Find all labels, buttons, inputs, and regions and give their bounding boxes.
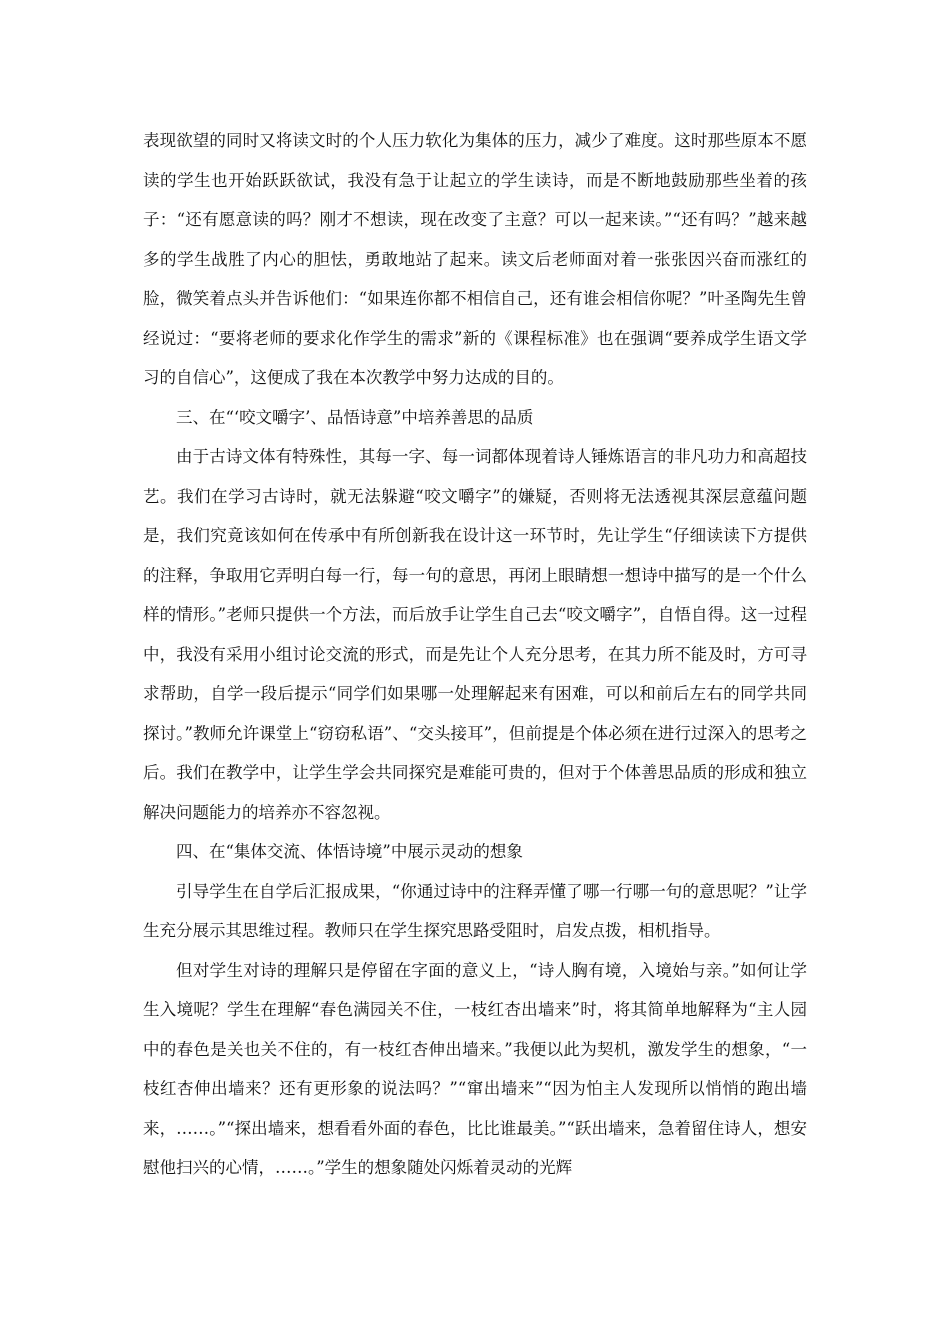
paragraph-section-four-intro: 引导学生在自学后汇报成果，“你通过诗中的注释弄懂了哪一行哪一句的意思呢？”让学生充分展示其思维过程。教师只在学生探究思路受阻时，启发点拨，相机指导。 [143,881,807,940]
document-body [143,121,807,1188]
paragraph-section-three: 由于古诗文体有特殊性，其每一字、每一词都体现着诗人锤炼语言的非凡功力和高超技艺。我们在学习古诗时，就无法躲避“咬文嚼字”的嫌疑，否则将无法透视其深层意蕴问题是，我们究竟该如何在传承中有所创新我在设计这一环节时，先让学生“仔细读读下方提供的注释，争取用它弄明白每一行，每一句的意思，再闭上眼睛想一想诗中描写的是一个什么样的情形。”老师只提供一个方法，而后放手让学生自己去“咬文嚼字”，自悟自得。这一过程中，我没有采用小组讨论交流的形式，而是先让个人充分思考，在其力所不能及时，方可寻求帮助，自学一段后提示“同学们如果哪一处理解起来有困难，可以和前后左右的同学共同探讨。”教师允许课堂上“窃窃私语”、“交头接耳”，但前提是个体必须在进行过深入的思考之后。我们在教学中，让学生学会共同探究是难能可贵的，但对于个体善思品质的形成和独立解决问题能力的培养亦不容忽视。 [143,447,807,822]
section-heading-three: 三、在“‘咬文嚼字’、品悟诗意”中培养善思的品质 [176,407,534,427]
paragraph-section-four-body: 但对学生对诗的理解只是停留在字面的意义上，“诗人胸有境，入境始与亲。”如何让学生入境呢？学生在理解“春色满园关不住，一枝红杏出墙来”时，将其简单地解释为“主人园中的春色是关也关不住的，有一枝红杏伸出墙来。”我便以此为契机，激发学生的想象，“一枝红杏伸出墙来？还有更形象的说法吗？”“窜出墙来”“因为怕主人发现所以悄悄的跑出墙来，……。”“探出墙来，想看看外面的春色，比比谁最美。”“跃出墙来，急着留住诗人，想安慰他扫兴的心情，……。”学生的想象随处闪烁着灵动的光辉 [143,960,807,1177]
section-heading-four: 四、在“集体交流、体悟诗境”中展示灵动的想象 [176,842,523,861]
paragraph-continuation: 表现欲望的同时又将读文时的个人压力软化为集体的压力，减少了难度。这时那些原本不愿读的学生也开始跃跃欲试，我没有急于让起立的学生读诗，而是不断地鼓励那些坐着的孩子：“还有愿意读的吗？刚才不想读，现在改变了主意？可以一起来读。”“还有吗？”越来越多的学生战胜了内心的胆怯，勇敢地站了起来。读文后老师面对着一张张因兴奋而涨红的脸，微笑着点头并告诉他们：“如果连你都不相信自己，还有谁会相信你呢？”叶圣陶先生曾经说过：“要将老师的要求化作学生的需求”新的《课程标准》也在强调“要养成学生语文学习的自信心”，这便成了我在本次教学中努力达成的目的。 [143,131,807,387]
